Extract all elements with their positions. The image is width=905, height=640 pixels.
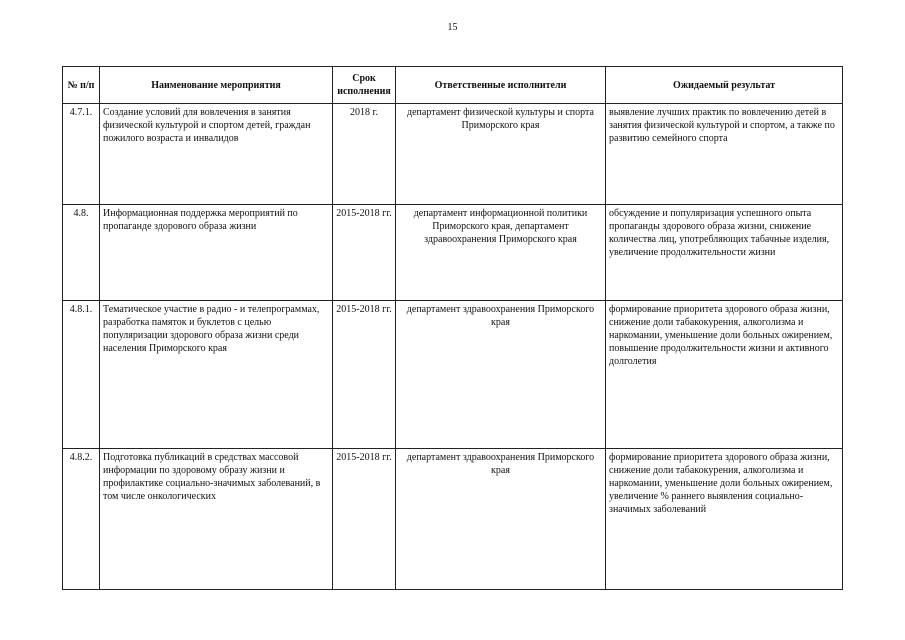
activity-term: 2015-2018 гг. — [333, 449, 396, 590]
table-row — [63, 449, 843, 590]
activity-result: обсуждение и популяризация успешного опыта пропаганды здорового образа жизни, снижение количества лиц, употребляющих табачные изделия, увеличение продолжительности жизни — [606, 205, 843, 301]
table-row — [63, 205, 843, 301]
header-num: № п/п — [63, 67, 100, 104]
activity-result: выявление лучших практик по вовлечению детей в занятия физической культурой и спортом, а также по развитию семейного спорта — [606, 104, 843, 205]
activity-executors: департамент физической культуры и спорта Приморского края — [396, 104, 606, 205]
activity-name: Подготовка публикаций в средствах массовой информации по здоровому образу жизни и профилактике социально-значимых заболеваний, в том числе онкологических — [100, 449, 333, 590]
activity-result: формирование приоритета здорового образа жизни, снижение доли табакокурения, алкоголизма и наркомании, уменьшение доли больных ожирением, увеличение % раннего выявления социально-значимых заболеваний — [606, 449, 843, 590]
activity-name: Информационная поддержка мероприятий по пропаганде здорового образа жизни — [100, 205, 333, 301]
header-executors: Ответственные исполнители — [396, 67, 606, 104]
activity-result: формирование приоритета здорового образа жизни, снижение доли табакокурения, алкоголизма и наркомании, уменьшение доли больных ожирением, повышение продолжительности жизни и активного долголетия — [606, 301, 843, 449]
activity-term: 2018 г. — [333, 104, 396, 205]
row-number: 4.8. — [63, 205, 100, 301]
activities-table — [62, 66, 843, 590]
row-number: 4.8.2. — [63, 449, 100, 590]
row-number: 4.7.1. — [63, 104, 100, 205]
row-number: 4.8.1. — [63, 301, 100, 449]
activity-term: 2015-2018 гг. — [333, 301, 396, 449]
activity-executors: департамент информационной политики Приморского края, департамент здравоохранения Приморского края — [396, 205, 606, 301]
activity-term: 2015-2018 гг. — [333, 205, 396, 301]
activity-name: Тематическое участие в радио - и телепрограммах, разработка памяток и буклетов с целью популяризации здорового образа жизни среди населения Приморского края — [100, 301, 333, 449]
activity-executors: департамент здравоохранения Приморского края — [396, 449, 606, 590]
header-term: Срок исполнения — [333, 67, 396, 104]
activity-executors: департамент здравоохранения Приморского края — [396, 301, 606, 449]
page-number: 15 — [447, 22, 458, 33]
header-result: Ожидаемый результат — [606, 67, 843, 104]
activity-name: Создание условий для вовлечения в занятия физической культурой и спортом детей, граждан пожилого возраста и инвалидов — [100, 104, 333, 205]
header-name: Наименование мероприятия — [100, 67, 333, 104]
table-header-row — [63, 67, 843, 104]
table-row — [63, 301, 843, 449]
table-row — [63, 104, 843, 205]
